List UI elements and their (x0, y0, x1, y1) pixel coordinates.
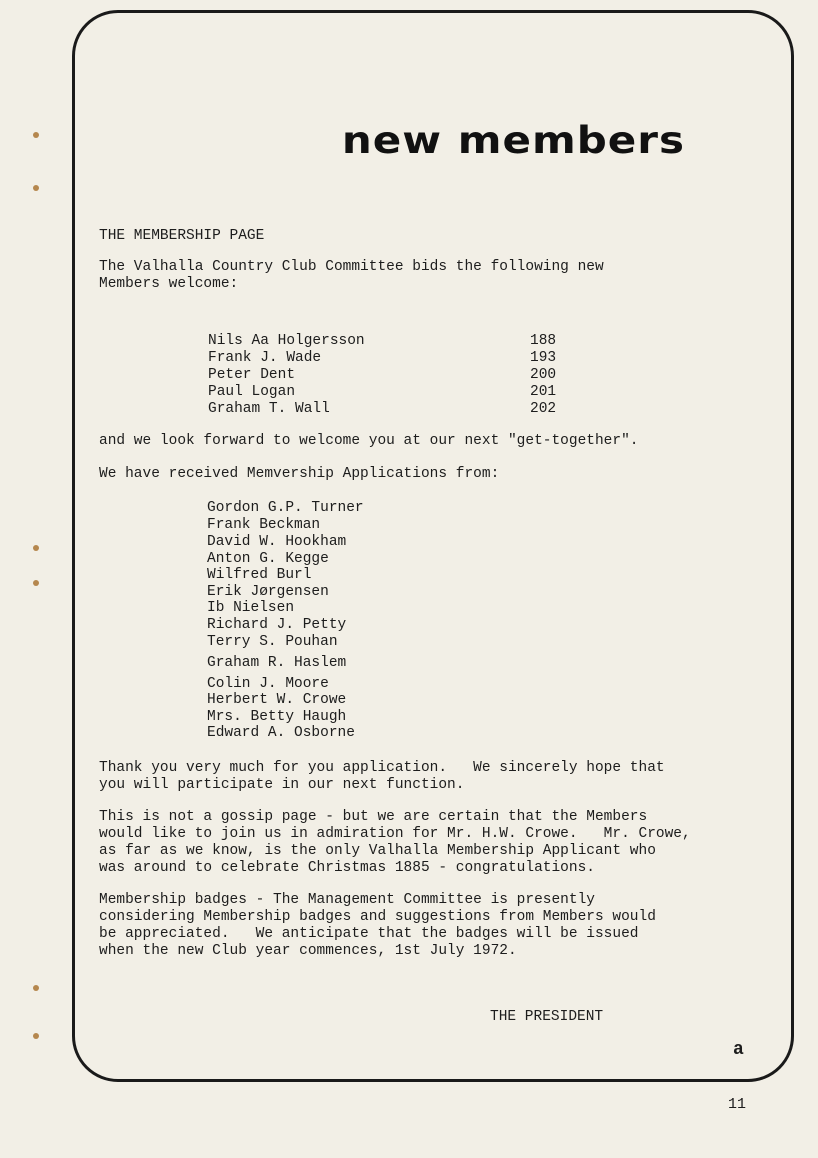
member-number: 202 (530, 401, 557, 417)
welcome-text-line: The Valhalla Country Club Committee bids the following new (99, 259, 604, 275)
list-item: Edward A. Osborne (207, 725, 355, 741)
thanks-text-line: Thank you very much for you application. We sincerely hope that (99, 760, 665, 776)
page-number: 11 (728, 1096, 747, 1113)
member-name: Graham T. Wall (208, 401, 330, 417)
page-title: new members (341, 118, 685, 163)
member-name: Peter Dent (208, 367, 296, 383)
member-name: Frank J. Wade (208, 350, 322, 366)
binder-hole (33, 1033, 39, 1039)
binder-hole (33, 985, 39, 991)
list-item: Terry S. Pouhan (207, 634, 338, 650)
gossip-text-line: was around to celebrate Christmas 1885 - congratulations. (99, 860, 595, 876)
list-item: Frank Beckman (207, 517, 321, 533)
member-number: 193 (530, 350, 557, 366)
get-together-text: and we look forward to welcome you at our next "get-together". (99, 433, 639, 449)
list-item: Colin J. Moore (207, 676, 329, 692)
list-item: Anton G. Kegge (207, 551, 329, 567)
welcome-text-line: Members welcome: (99, 276, 239, 292)
badges-text-line: when the new Club year commences, 1st July 1972. (99, 943, 517, 959)
gossip-text-line: This is not a gossip page - but we are certain that the Members (99, 809, 648, 825)
signature: THE PRESIDENT (490, 1009, 604, 1025)
badges-text-line: Membership badges - The Management Committee is presently (99, 892, 595, 908)
badges-text-line: be appreciated. We anticipate that the badges will be issued (99, 926, 639, 942)
list-item: Ib Nielsen (207, 600, 295, 616)
binder-hole (33, 132, 39, 138)
applications-intro: We have received Memvership Applications from: (99, 466, 500, 482)
list-item: Gordon G.P. Turner (207, 500, 364, 516)
gossip-text-line: would like to join us in admiration for Mr. H.W. Crowe. Mr. Crowe, (99, 826, 691, 842)
member-name: Nils Aa Holgersson (208, 333, 365, 349)
badges-text-line: considering Membership badges and suggestions from Members would (99, 909, 656, 925)
list-item: Mrs. Betty Haugh (207, 709, 347, 725)
member-number: 188 (530, 333, 557, 349)
binder-hole (33, 580, 39, 586)
list-item: David W. Hookham (207, 534, 347, 550)
member-number: 201 (530, 384, 557, 400)
thanks-text-line: you will participate in our next function. (99, 777, 465, 793)
list-item: Graham R. Haslem (207, 655, 347, 671)
member-number: 200 (530, 367, 557, 383)
list-item: Richard J. Petty (207, 617, 347, 633)
handwritten-mark-icon: a (733, 1040, 744, 1060)
gossip-text-line: as far as we know, is the only Valhalla Membership Applicant who (99, 843, 656, 859)
list-item: Wilfred Burl (207, 567, 312, 583)
section-heading: THE MEMBERSHIP PAGE (99, 228, 265, 244)
binder-hole (33, 185, 39, 191)
list-item: Herbert W. Crowe (207, 692, 347, 708)
member-name: Paul Logan (208, 384, 296, 400)
list-item: Erik Jørgensen (207, 584, 329, 600)
binder-hole (33, 545, 39, 551)
